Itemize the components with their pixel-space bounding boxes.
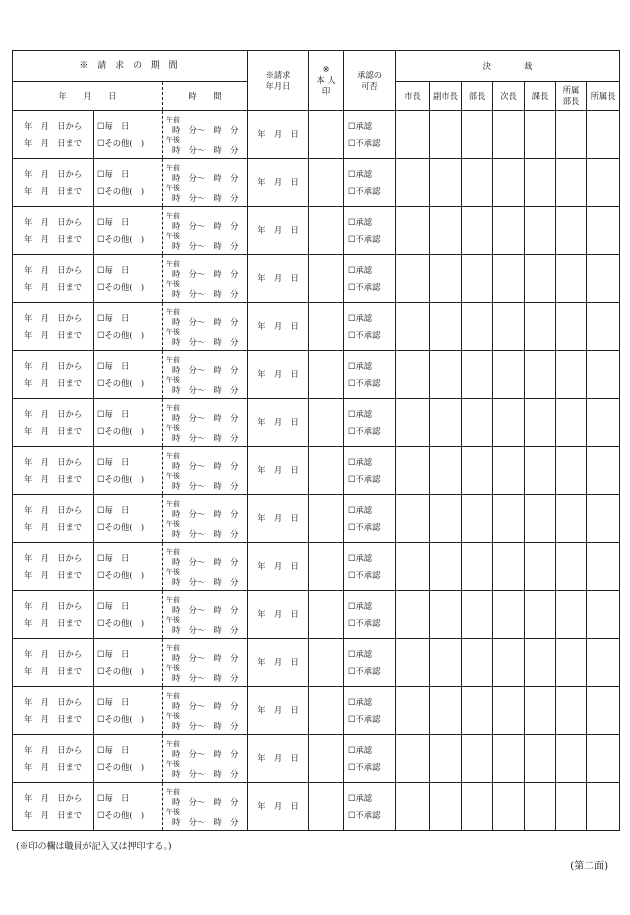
approve-checkbox: ☐承認 bbox=[348, 216, 373, 227]
dept-director-stamp-cell[interactable] bbox=[556, 735, 587, 783]
request-date-cell[interactable]: 年 月 日 bbox=[248, 399, 309, 447]
approval-cell[interactable] bbox=[344, 639, 396, 687]
request-row bbox=[13, 783, 620, 831]
deputy-mayor-stamp-cell[interactable] bbox=[430, 351, 462, 399]
reject-checkbox: ☐不承認 bbox=[348, 137, 381, 148]
request-row bbox=[13, 447, 620, 495]
unit-head-stamp-cell[interactable] bbox=[587, 303, 620, 351]
deputy-mayor-stamp-cell[interactable] bbox=[430, 399, 462, 447]
period-range-cell[interactable]: 年 月 日から 年 月 日まで bbox=[13, 495, 94, 543]
request-row bbox=[13, 591, 620, 639]
seal-cell[interactable] bbox=[309, 783, 344, 831]
mayor-stamp-cell[interactable] bbox=[396, 495, 430, 543]
seal-cell[interactable] bbox=[309, 111, 344, 159]
approve-checkbox: ☐承認 bbox=[348, 744, 373, 755]
other-checkbox: ☐その他( ) bbox=[97, 425, 145, 436]
period-header: ※ 請 求 の 期 間 bbox=[13, 51, 248, 82]
every-day-checkbox: ☐毎 日 bbox=[97, 168, 130, 179]
request-date-cell[interactable]: 年 月 日 bbox=[248, 207, 309, 255]
request-date-cell[interactable]: 年 月 日 bbox=[248, 591, 309, 639]
deputy-mayor-stamp-cell[interactable] bbox=[430, 687, 462, 735]
time-range-cell[interactable]: 午前 時 分～ 時 分 午後 時 分～ 時 分 bbox=[163, 255, 248, 303]
period-range-cell[interactable]: 年 月 日から 年 月 日まで bbox=[13, 783, 94, 831]
request-form-table bbox=[12, 50, 620, 831]
seal-cell[interactable] bbox=[309, 351, 344, 399]
frequency-cell[interactable] bbox=[94, 591, 163, 639]
reject-checkbox: ☐不承認 bbox=[348, 521, 381, 532]
dept-director-stamp-cell[interactable] bbox=[556, 351, 587, 399]
seal-cell[interactable] bbox=[309, 543, 344, 591]
deputy-director-stamp-cell[interactable] bbox=[493, 255, 525, 303]
seal-cell[interactable] bbox=[309, 687, 344, 735]
time-range-cell[interactable]: 午前 時 分～ 時 分 午後 時 分～ 時 分 bbox=[163, 543, 248, 591]
other-checkbox: ☐その他( ) bbox=[97, 761, 145, 772]
time-range-cell[interactable]: 午前 時 分～ 時 分 午後 時 分～ 時 分 bbox=[163, 591, 248, 639]
approval-cell[interactable] bbox=[344, 303, 396, 351]
request-date-header: ※請求 年月日 bbox=[248, 51, 309, 111]
period-range-cell[interactable]: 年 月 日から 年 月 日まで bbox=[13, 639, 94, 687]
section-chief-stamp-cell[interactable] bbox=[525, 687, 556, 735]
director-stamp-cell[interactable] bbox=[462, 735, 493, 783]
mayor-stamp-cell[interactable] bbox=[396, 159, 430, 207]
request-date-cell[interactable]: 年 月 日 bbox=[248, 783, 309, 831]
approval-cell[interactable] bbox=[344, 255, 396, 303]
request-date-cell[interactable]: 年 月 日 bbox=[248, 735, 309, 783]
section-chief-stamp-cell[interactable] bbox=[525, 591, 556, 639]
section-chief-stamp-cell[interactable] bbox=[525, 207, 556, 255]
unit-head-stamp-cell[interactable] bbox=[587, 543, 620, 591]
period-range-cell[interactable]: 年 月 日から 年 月 日まで bbox=[13, 207, 94, 255]
dept-director-stamp-cell[interactable] bbox=[556, 255, 587, 303]
section-chief-stamp-cell[interactable] bbox=[525, 111, 556, 159]
seal-cell[interactable] bbox=[309, 399, 344, 447]
director-stamp-cell[interactable] bbox=[462, 687, 493, 735]
unit-head-stamp-cell[interactable] bbox=[587, 399, 620, 447]
deputy-director-stamp-cell[interactable] bbox=[493, 303, 525, 351]
deputy-director-stamp-cell[interactable] bbox=[493, 447, 525, 495]
dept-director-stamp-cell[interactable] bbox=[556, 783, 587, 831]
dept-director-stamp-cell[interactable] bbox=[556, 591, 587, 639]
request-row bbox=[13, 543, 620, 591]
request-date-cell[interactable]: 年 月 日 bbox=[248, 255, 309, 303]
approve-checkbox: ☐承認 bbox=[348, 360, 373, 371]
approver-mayor: 市長 bbox=[396, 82, 430, 111]
time-range-cell[interactable]: 午前 時 分～ 時 分 午後 時 分～ 時 分 bbox=[163, 639, 248, 687]
time-range-cell[interactable]: 午前 時 分～ 時 分 午後 時 分～ 時 分 bbox=[163, 735, 248, 783]
approver-section-chief: 課長 bbox=[525, 82, 556, 111]
reject-checkbox: ☐不承認 bbox=[348, 233, 381, 244]
approval-cell[interactable] bbox=[344, 783, 396, 831]
mayor-stamp-cell[interactable] bbox=[396, 735, 430, 783]
deputy-mayor-stamp-cell[interactable] bbox=[430, 207, 462, 255]
deputy-mayor-stamp-cell[interactable] bbox=[430, 783, 462, 831]
director-stamp-cell[interactable] bbox=[462, 543, 493, 591]
approve-checkbox: ☐承認 bbox=[348, 648, 373, 659]
every-day-checkbox: ☐毎 日 bbox=[97, 792, 130, 803]
approver-unit-head: 所属長 bbox=[587, 82, 620, 111]
approve-checkbox: ☐承認 bbox=[348, 456, 373, 467]
approve-checkbox: ☐承認 bbox=[348, 264, 373, 275]
reject-checkbox: ☐不承認 bbox=[348, 617, 381, 628]
dept-director-stamp-cell[interactable] bbox=[556, 495, 587, 543]
deputy-mayor-stamp-cell[interactable] bbox=[430, 111, 462, 159]
request-row bbox=[13, 735, 620, 783]
unit-head-stamp-cell[interactable] bbox=[587, 351, 620, 399]
unit-head-stamp-cell[interactable] bbox=[587, 591, 620, 639]
every-day-checkbox: ☐毎 日 bbox=[97, 696, 130, 707]
approve-checkbox: ☐承認 bbox=[348, 408, 373, 419]
other-checkbox: ☐その他( ) bbox=[97, 617, 145, 628]
approver-director: 部長 bbox=[462, 82, 493, 111]
every-day-checkbox: ☐毎 日 bbox=[97, 456, 130, 467]
approve-checkbox: ☐承認 bbox=[348, 792, 373, 803]
period-range-cell[interactable]: 年 月 日から 年 月 日まで bbox=[13, 303, 94, 351]
period-range-cell[interactable]: 年 月 日から 年 月 日まで bbox=[13, 399, 94, 447]
seal-cell[interactable] bbox=[309, 591, 344, 639]
dept-director-stamp-cell[interactable] bbox=[556, 639, 587, 687]
unit-head-stamp-cell[interactable] bbox=[587, 207, 620, 255]
approver-dept-director: 所属 部長 bbox=[556, 82, 587, 111]
section-chief-stamp-cell[interactable] bbox=[525, 447, 556, 495]
other-checkbox: ☐その他( ) bbox=[97, 569, 145, 580]
page-label: (第二面) bbox=[570, 861, 608, 872]
footnote: (※印の欄は職員が記入又は押印する。) bbox=[16, 842, 172, 852]
period-date-header: 年 月 日 bbox=[13, 82, 163, 111]
request-date-cell[interactable]: 年 月 日 bbox=[248, 495, 309, 543]
section-chief-stamp-cell[interactable] bbox=[525, 639, 556, 687]
period-time-header: 時 間 bbox=[163, 82, 248, 111]
frequency-cell[interactable] bbox=[94, 495, 163, 543]
reject-checkbox: ☐不承認 bbox=[348, 185, 381, 196]
frequency-cell[interactable] bbox=[94, 351, 163, 399]
dept-director-stamp-cell[interactable] bbox=[556, 207, 587, 255]
seal-cell[interactable] bbox=[309, 639, 344, 687]
frequency-cell[interactable] bbox=[94, 543, 163, 591]
request-row bbox=[13, 207, 620, 255]
frequency-cell[interactable] bbox=[94, 255, 163, 303]
approval-cell[interactable] bbox=[344, 159, 396, 207]
other-checkbox: ☐その他( ) bbox=[97, 233, 145, 244]
period-range-cell[interactable]: 年 月 日から 年 月 日まで bbox=[13, 255, 94, 303]
deputy-mayor-stamp-cell[interactable] bbox=[430, 159, 462, 207]
frequency-cell[interactable] bbox=[94, 111, 163, 159]
approve-checkbox: ☐承認 bbox=[348, 120, 373, 131]
unit-head-stamp-cell[interactable] bbox=[587, 255, 620, 303]
deputy-director-stamp-cell[interactable] bbox=[493, 159, 525, 207]
approve-checkbox: ☐承認 bbox=[348, 168, 373, 179]
section-chief-stamp-cell[interactable] bbox=[525, 303, 556, 351]
other-checkbox: ☐その他( ) bbox=[97, 473, 145, 484]
seal-cell[interactable] bbox=[309, 255, 344, 303]
reject-checkbox: ☐不承認 bbox=[348, 665, 381, 676]
reject-checkbox: ☐不承認 bbox=[348, 809, 381, 820]
request-row bbox=[13, 351, 620, 399]
deputy-director-stamp-cell[interactable] bbox=[493, 399, 525, 447]
deputy-mayor-stamp-cell[interactable] bbox=[430, 255, 462, 303]
request-row bbox=[13, 639, 620, 687]
frequency-cell[interactable] bbox=[94, 159, 163, 207]
dept-director-stamp-cell[interactable] bbox=[556, 303, 587, 351]
approve-checkbox: ☐承認 bbox=[348, 504, 373, 515]
period-range-cell[interactable]: 年 月 日から 年 月 日まで bbox=[13, 351, 94, 399]
section-chief-stamp-cell[interactable] bbox=[525, 783, 556, 831]
time-range-cell[interactable]: 午前 時 分～ 時 分 午後 時 分～ 時 分 bbox=[163, 399, 248, 447]
other-checkbox: ☐その他( ) bbox=[97, 665, 145, 676]
deputy-mayor-stamp-cell[interactable] bbox=[430, 591, 462, 639]
every-day-checkbox: ☐毎 日 bbox=[97, 600, 130, 611]
period-range-cell[interactable]: 年 月 日から 年 月 日まで bbox=[13, 543, 94, 591]
mayor-stamp-cell[interactable] bbox=[396, 543, 430, 591]
approver-deputy-director: 次長 bbox=[493, 82, 525, 111]
every-day-checkbox: ☐毎 日 bbox=[97, 552, 130, 563]
unit-head-stamp-cell[interactable] bbox=[587, 783, 620, 831]
section-chief-stamp-cell[interactable] bbox=[525, 159, 556, 207]
reject-checkbox: ☐不承認 bbox=[348, 761, 381, 772]
director-stamp-cell[interactable] bbox=[462, 303, 493, 351]
unit-head-stamp-cell[interactable] bbox=[587, 687, 620, 735]
other-checkbox: ☐その他( ) bbox=[97, 281, 145, 292]
unit-head-stamp-cell[interactable] bbox=[587, 735, 620, 783]
every-day-checkbox: ☐毎 日 bbox=[97, 744, 130, 755]
unit-head-stamp-cell[interactable] bbox=[587, 495, 620, 543]
every-day-checkbox: ☐毎 日 bbox=[97, 408, 130, 419]
seal-cell[interactable] bbox=[309, 495, 344, 543]
section-chief-stamp-cell[interactable] bbox=[525, 543, 556, 591]
section-chief-stamp-cell[interactable] bbox=[525, 351, 556, 399]
approval-cell[interactable] bbox=[344, 399, 396, 447]
deputy-mayor-stamp-cell[interactable] bbox=[430, 639, 462, 687]
time-range-cell[interactable]: 午前 時 分～ 時 分 午後 時 分～ 時 分 bbox=[163, 783, 248, 831]
approve-checkbox: ☐承認 bbox=[348, 696, 373, 707]
frequency-cell[interactable] bbox=[94, 783, 163, 831]
request-row bbox=[13, 255, 620, 303]
section-chief-stamp-cell[interactable] bbox=[525, 735, 556, 783]
every-day-checkbox: ☐毎 日 bbox=[97, 648, 130, 659]
deputy-director-stamp-cell[interactable] bbox=[493, 111, 525, 159]
unit-head-stamp-cell[interactable] bbox=[587, 639, 620, 687]
director-stamp-cell[interactable] bbox=[462, 399, 493, 447]
mayor-stamp-cell[interactable] bbox=[396, 111, 430, 159]
approval-cell[interactable] bbox=[344, 591, 396, 639]
reject-checkbox: ☐不承認 bbox=[348, 473, 381, 484]
other-checkbox: ☐その他( ) bbox=[97, 521, 145, 532]
other-checkbox: ☐その他( ) bbox=[97, 137, 145, 148]
mayor-stamp-cell[interactable] bbox=[396, 399, 430, 447]
request-date-cell[interactable]: 年 月 日 bbox=[248, 351, 309, 399]
section-chief-stamp-cell[interactable] bbox=[525, 255, 556, 303]
period-range-cell[interactable]: 年 月 日から 年 月 日まで bbox=[13, 111, 94, 159]
approval-cell[interactable] bbox=[344, 543, 396, 591]
request-date-cell[interactable]: 年 月 日 bbox=[248, 543, 309, 591]
seal-cell[interactable] bbox=[309, 159, 344, 207]
deputy-director-stamp-cell[interactable] bbox=[493, 207, 525, 255]
decision-header: 決 裁 bbox=[396, 51, 620, 82]
unit-head-stamp-cell[interactable] bbox=[587, 159, 620, 207]
other-checkbox: ☐その他( ) bbox=[97, 185, 145, 196]
reject-checkbox: ☐不承認 bbox=[348, 377, 381, 388]
frequency-cell[interactable] bbox=[94, 399, 163, 447]
director-stamp-cell[interactable] bbox=[462, 255, 493, 303]
every-day-checkbox: ☐毎 日 bbox=[97, 360, 130, 371]
request-date-cell[interactable]: 年 月 日 bbox=[248, 159, 309, 207]
dept-director-stamp-cell[interactable] bbox=[556, 159, 587, 207]
director-stamp-cell[interactable] bbox=[462, 639, 493, 687]
deputy-mayor-stamp-cell[interactable] bbox=[430, 303, 462, 351]
director-stamp-cell[interactable] bbox=[462, 207, 493, 255]
mayor-stamp-cell[interactable] bbox=[396, 687, 430, 735]
every-day-checkbox: ☐毎 日 bbox=[97, 216, 130, 227]
seal-cell[interactable] bbox=[309, 735, 344, 783]
approval-cell[interactable] bbox=[344, 111, 396, 159]
dept-director-stamp-cell[interactable] bbox=[556, 543, 587, 591]
approval-cell[interactable] bbox=[344, 447, 396, 495]
time-range-cell[interactable]: 午前 時 分～ 時 分 午後 時 分～ 時 分 bbox=[163, 351, 248, 399]
frequency-cell[interactable] bbox=[94, 735, 163, 783]
time-range-cell[interactable]: 午前 時 分～ 時 分 午後 時 分～ 時 分 bbox=[163, 159, 248, 207]
reject-checkbox: ☐不承認 bbox=[348, 329, 381, 340]
time-range-cell[interactable]: 午前 時 分～ 時 分 午後 時 分～ 時 分 bbox=[163, 447, 248, 495]
director-stamp-cell[interactable] bbox=[462, 783, 493, 831]
frequency-cell[interactable] bbox=[94, 207, 163, 255]
other-checkbox: ☐その他( ) bbox=[97, 809, 145, 820]
period-range-cell[interactable]: 年 月 日から 年 月 日まで bbox=[13, 735, 94, 783]
frequency-cell[interactable] bbox=[94, 687, 163, 735]
period-range-cell[interactable]: 年 月 日から 年 月 日まで bbox=[13, 687, 94, 735]
approve-checkbox: ☐承認 bbox=[348, 312, 373, 323]
other-checkbox: ☐その他( ) bbox=[97, 713, 145, 724]
period-range-cell[interactable]: 年 月 日から 年 月 日まで bbox=[13, 159, 94, 207]
request-date-cell[interactable]: 年 月 日 bbox=[248, 303, 309, 351]
director-stamp-cell[interactable] bbox=[462, 159, 493, 207]
unit-head-stamp-cell[interactable] bbox=[587, 447, 620, 495]
seal-header: ※ 本 人 印 bbox=[309, 51, 344, 111]
request-row bbox=[13, 495, 620, 543]
deputy-mayor-stamp-cell[interactable] bbox=[430, 543, 462, 591]
approval-cell[interactable] bbox=[344, 207, 396, 255]
time-range-cell[interactable]: 午前 時 分～ 時 分 午後 時 分～ 時 分 bbox=[163, 687, 248, 735]
deputy-director-stamp-cell[interactable] bbox=[493, 351, 525, 399]
approval-cell[interactable] bbox=[344, 351, 396, 399]
deputy-director-stamp-cell[interactable] bbox=[493, 687, 525, 735]
other-checkbox: ☐その他( ) bbox=[97, 377, 145, 388]
time-range-cell[interactable]: 午前 時 分～ 時 分 午後 時 分～ 時 分 bbox=[163, 303, 248, 351]
frequency-cell[interactable] bbox=[94, 303, 163, 351]
every-day-checkbox: ☐毎 日 bbox=[97, 504, 130, 515]
request-date-cell[interactable]: 年 月 日 bbox=[248, 687, 309, 735]
mayor-stamp-cell[interactable] bbox=[396, 783, 430, 831]
deputy-director-stamp-cell[interactable] bbox=[493, 735, 525, 783]
request-row bbox=[13, 399, 620, 447]
approver-deputy-mayor: 副市長 bbox=[430, 82, 462, 111]
seal-cell[interactable] bbox=[309, 207, 344, 255]
mayor-stamp-cell[interactable] bbox=[396, 351, 430, 399]
director-stamp-cell[interactable] bbox=[462, 591, 493, 639]
reject-checkbox: ☐不承認 bbox=[348, 569, 381, 580]
deputy-mayor-stamp-cell[interactable] bbox=[430, 495, 462, 543]
dept-director-stamp-cell[interactable] bbox=[556, 399, 587, 447]
deputy-director-stamp-cell[interactable] bbox=[493, 639, 525, 687]
deputy-mayor-stamp-cell[interactable] bbox=[430, 447, 462, 495]
deputy-director-stamp-cell[interactable] bbox=[493, 591, 525, 639]
approval-cell[interactable] bbox=[344, 495, 396, 543]
mayor-stamp-cell[interactable] bbox=[396, 447, 430, 495]
period-range-cell[interactable]: 年 月 日から 年 月 日まで bbox=[13, 447, 94, 495]
dept-director-stamp-cell[interactable] bbox=[556, 687, 587, 735]
request-row bbox=[13, 687, 620, 735]
request-row bbox=[13, 159, 620, 207]
request-date-cell[interactable]: 年 月 日 bbox=[248, 447, 309, 495]
director-stamp-cell[interactable] bbox=[462, 111, 493, 159]
frequency-cell[interactable] bbox=[94, 639, 163, 687]
mayor-stamp-cell[interactable] bbox=[396, 639, 430, 687]
director-stamp-cell[interactable] bbox=[462, 351, 493, 399]
other-checkbox: ☐その他( ) bbox=[97, 329, 145, 340]
time-range-cell[interactable]: 午前 時 分～ 時 分 午後 時 分～ 時 分 bbox=[163, 495, 248, 543]
approval-header: 承認の 可否 bbox=[344, 51, 396, 111]
request-row bbox=[13, 303, 620, 351]
section-chief-stamp-cell[interactable] bbox=[525, 399, 556, 447]
director-stamp-cell[interactable] bbox=[462, 495, 493, 543]
request-date-cell[interactable]: 年 月 日 bbox=[248, 111, 309, 159]
every-day-checkbox: ☐毎 日 bbox=[97, 120, 130, 131]
every-day-checkbox: ☐毎 日 bbox=[97, 264, 130, 275]
period-range-cell[interactable]: 年 月 日から 年 月 日まで bbox=[13, 591, 94, 639]
section-chief-stamp-cell[interactable] bbox=[525, 495, 556, 543]
mayor-stamp-cell[interactable] bbox=[396, 207, 430, 255]
seal-cell[interactable] bbox=[309, 303, 344, 351]
deputy-mayor-stamp-cell[interactable] bbox=[430, 735, 462, 783]
reject-checkbox: ☐不承認 bbox=[348, 713, 381, 724]
request-row bbox=[13, 111, 620, 159]
frequency-cell[interactable] bbox=[94, 447, 163, 495]
dept-director-stamp-cell[interactable] bbox=[556, 111, 587, 159]
dept-director-stamp-cell[interactable] bbox=[556, 447, 587, 495]
request-date-cell[interactable]: 年 月 日 bbox=[248, 639, 309, 687]
approve-checkbox: ☐承認 bbox=[348, 600, 373, 611]
deputy-director-stamp-cell[interactable] bbox=[493, 543, 525, 591]
mayor-stamp-cell[interactable] bbox=[396, 255, 430, 303]
approval-cell[interactable] bbox=[344, 735, 396, 783]
seal-cell[interactable] bbox=[309, 447, 344, 495]
deputy-director-stamp-cell[interactable] bbox=[493, 495, 525, 543]
approve-checkbox: ☐承認 bbox=[348, 552, 373, 563]
director-stamp-cell[interactable] bbox=[462, 447, 493, 495]
every-day-checkbox: ☐毎 日 bbox=[97, 312, 130, 323]
unit-head-stamp-cell[interactable] bbox=[587, 111, 620, 159]
mayor-stamp-cell[interactable] bbox=[396, 591, 430, 639]
approval-cell[interactable] bbox=[344, 687, 396, 735]
deputy-director-stamp-cell[interactable] bbox=[493, 783, 525, 831]
mayor-stamp-cell[interactable] bbox=[396, 303, 430, 351]
reject-checkbox: ☐不承認 bbox=[348, 425, 381, 436]
time-range-cell[interactable]: 午前 時 分～ 時 分 午後 時 分～ 時 分 bbox=[163, 207, 248, 255]
time-range-cell[interactable]: 午前 時 分～ 時 分 午後 時 分～ 時 分 bbox=[163, 111, 248, 159]
reject-checkbox: ☐不承認 bbox=[348, 281, 381, 292]
